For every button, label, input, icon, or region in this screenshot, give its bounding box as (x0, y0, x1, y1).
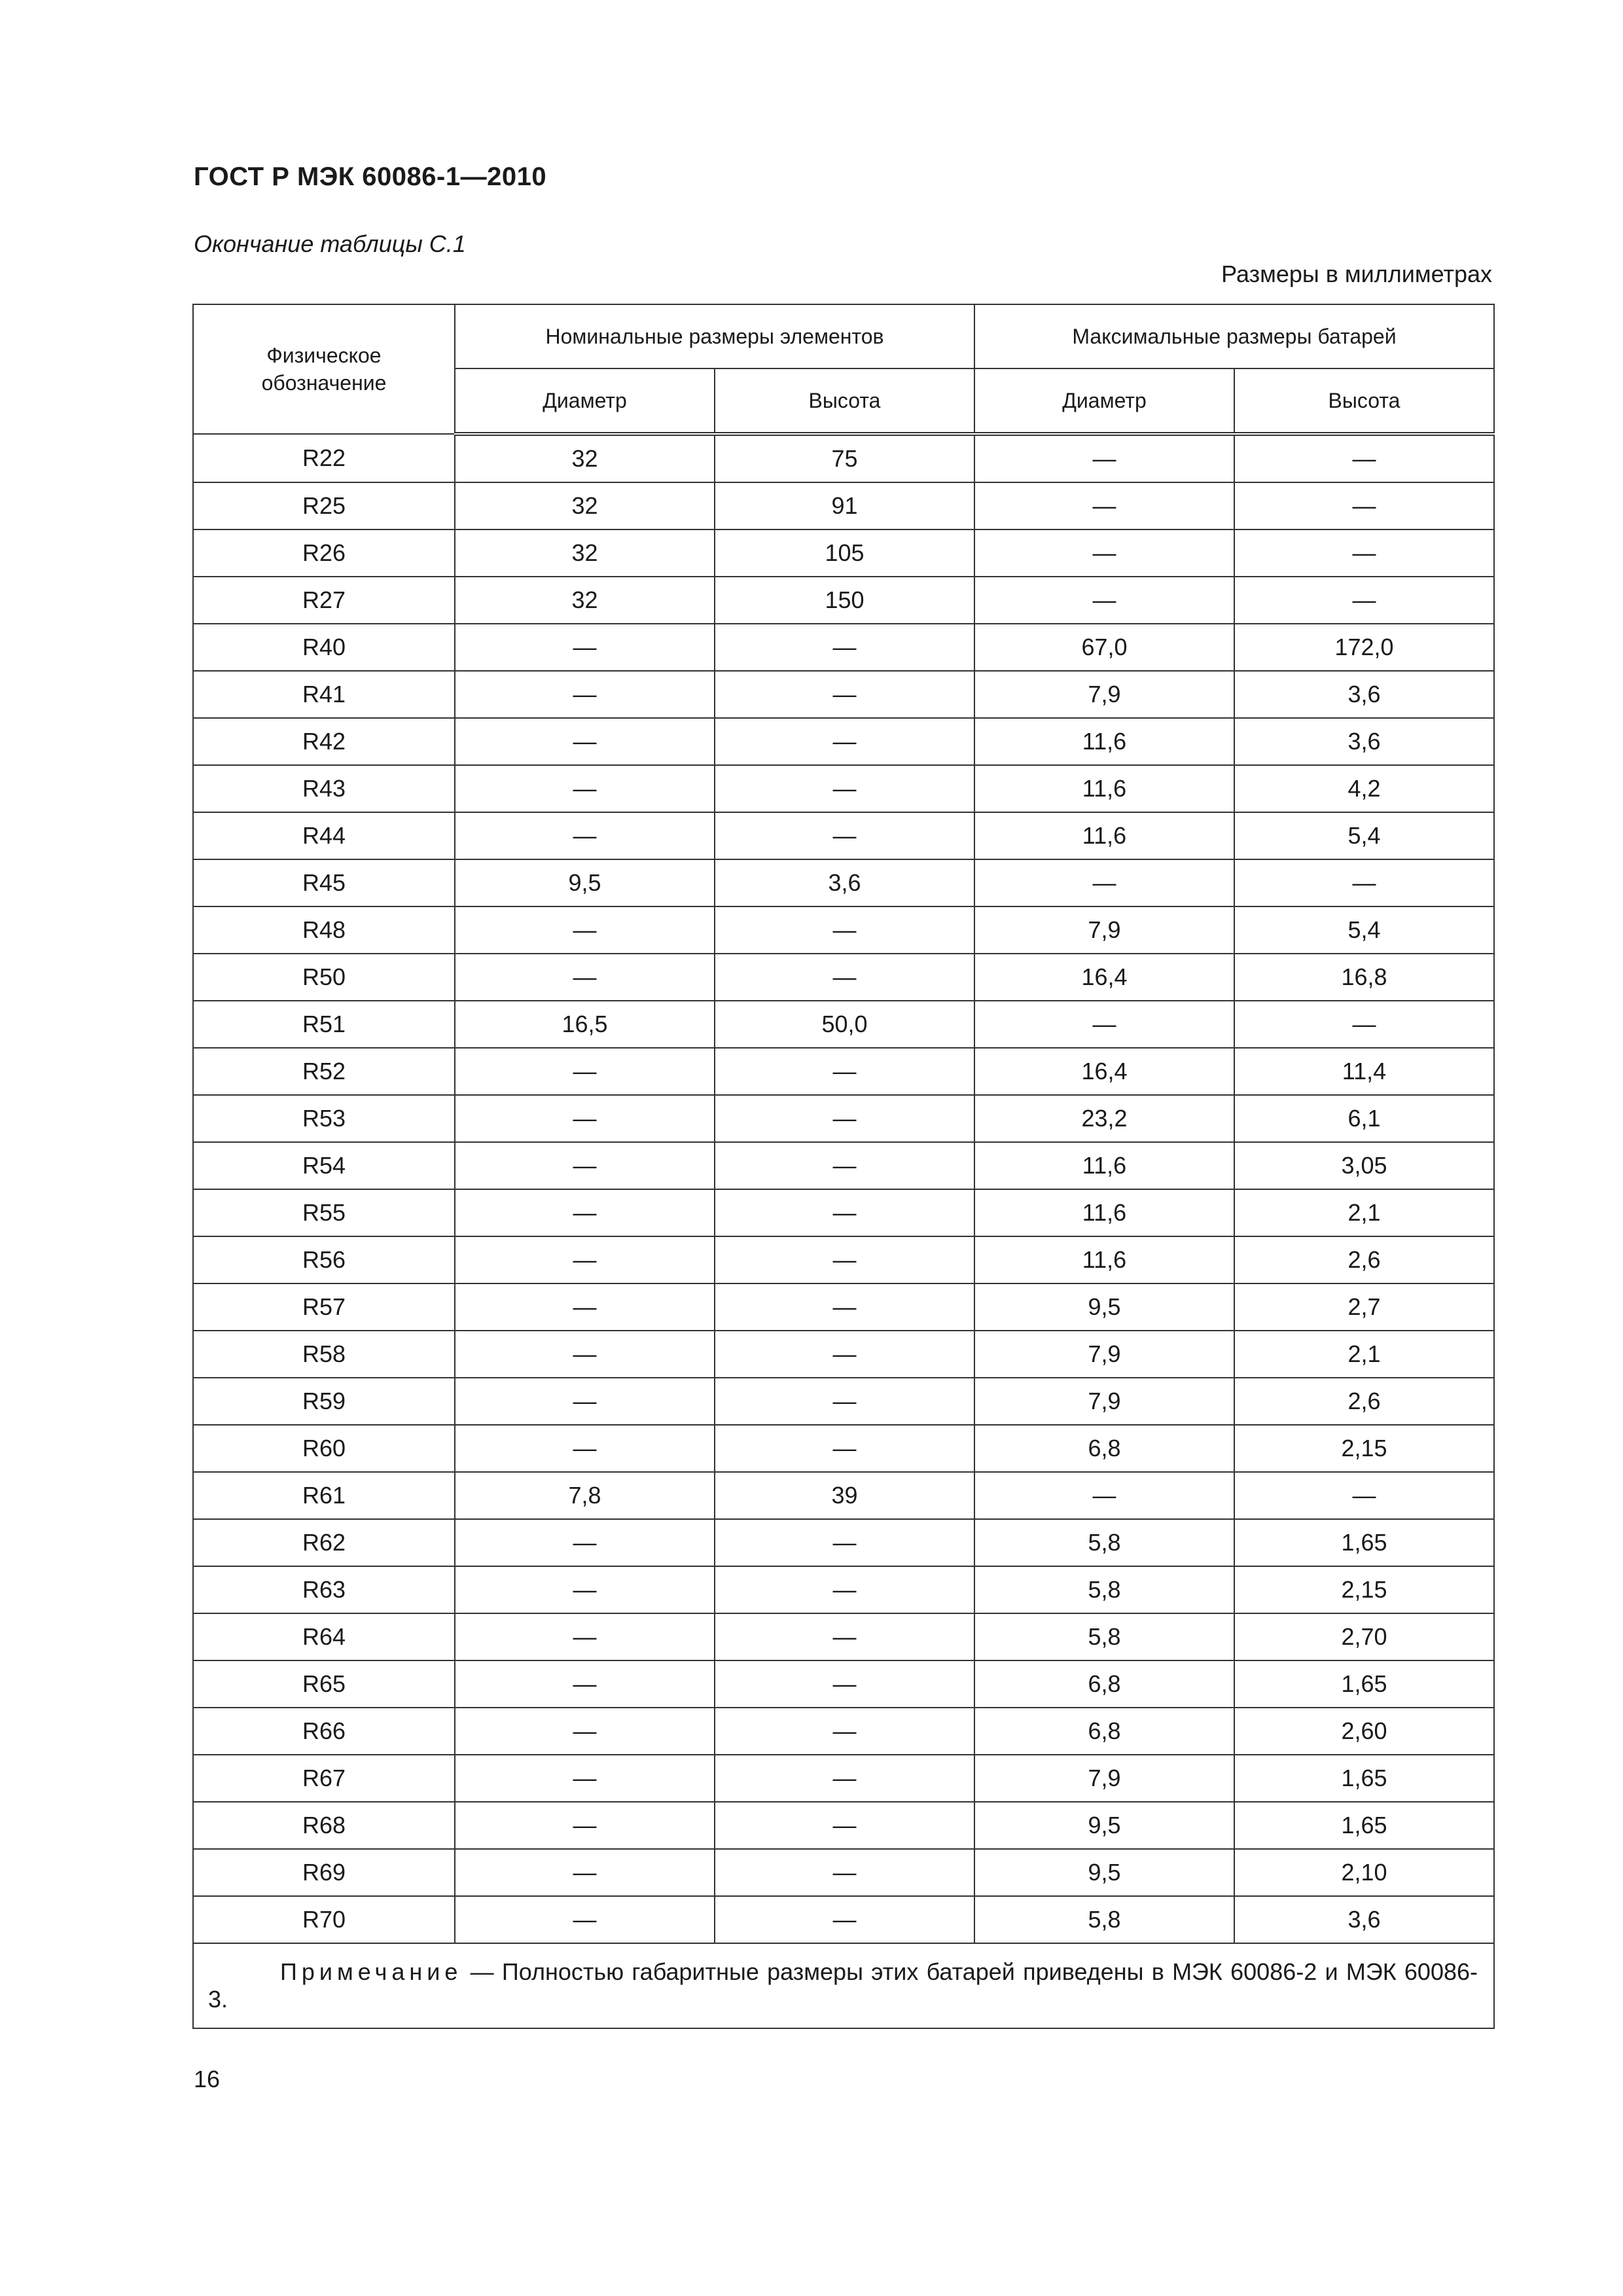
cell-nominal-diameter: — (455, 1142, 715, 1189)
cell-nominal-height: — (715, 906, 974, 954)
cell-max-height: — (1234, 434, 1494, 482)
cell-nominal-height: 39 (715, 1472, 974, 1519)
cell-max-diameter: — (974, 434, 1234, 482)
cell-nominal-diameter: — (455, 1378, 715, 1425)
cell-designation: R41 (193, 671, 455, 718)
cell-designation: R43 (193, 765, 455, 812)
table-row (193, 529, 1494, 577)
table-header-row (193, 304, 1494, 368)
cell-max-diameter: 6,8 (974, 1660, 1234, 1708)
cell-max-height: 2,6 (1234, 1236, 1494, 1283)
cell-max-height: 2,15 (1234, 1566, 1494, 1613)
cell-nominal-diameter: — (455, 1566, 715, 1613)
table-row (193, 765, 1494, 812)
cell-max-height: — (1234, 482, 1494, 529)
cell-nominal-diameter: — (455, 1095, 715, 1142)
header-max-group: Максимальные размеры батарей (974, 304, 1494, 368)
cell-nominal-diameter: — (455, 624, 715, 671)
cell-max-height: — (1234, 529, 1494, 577)
header-max-diameter: Диаметр (974, 368, 1234, 434)
table-row (193, 1378, 1494, 1425)
table-row (193, 1236, 1494, 1283)
cell-nominal-height: — (715, 1425, 974, 1472)
cell-nominal-diameter: — (455, 1236, 715, 1283)
cell-nominal-diameter: 9,5 (455, 859, 715, 906)
table-row (193, 624, 1494, 671)
cell-nominal-diameter: — (455, 671, 715, 718)
cell-max-height: 2,60 (1234, 1708, 1494, 1755)
cell-nominal-diameter: 32 (455, 577, 715, 624)
cell-max-height: 1,65 (1234, 1660, 1494, 1708)
table-row (193, 1519, 1494, 1566)
table-row (193, 1283, 1494, 1331)
cell-designation: R61 (193, 1472, 455, 1519)
cell-nominal-height: — (715, 1331, 974, 1378)
cell-max-height: 5,4 (1234, 906, 1494, 954)
table-row (193, 812, 1494, 859)
note-text: — Полностью габаритные размеры этих батарей приведены в МЭК 60086-2 и МЭК 60086-3. (208, 1958, 1478, 2013)
table-row (193, 1896, 1494, 1943)
cell-designation: R25 (193, 482, 455, 529)
cell-max-height: 172,0 (1234, 624, 1494, 671)
cell-max-height: 3,6 (1234, 718, 1494, 765)
cell-nominal-diameter: 16,5 (455, 1001, 715, 1048)
cell-max-height: 3,6 (1234, 671, 1494, 718)
cell-nominal-height: — (715, 1189, 974, 1236)
cell-max-height: 4,2 (1234, 765, 1494, 812)
cell-max-diameter: 11,6 (974, 1236, 1234, 1283)
cell-nominal-height: 105 (715, 529, 974, 577)
table-row (193, 577, 1494, 624)
cell-max-diameter: 5,8 (974, 1896, 1234, 1943)
units-label: Размеры в миллиметрах (1221, 260, 1492, 287)
cell-nominal-height: — (715, 1566, 974, 1613)
table-body (193, 434, 1494, 1943)
cell-max-diameter: 5,8 (974, 1566, 1234, 1613)
cell-nominal-diameter: — (455, 1425, 715, 1472)
cell-nominal-height: — (715, 1755, 974, 1802)
table-row (193, 671, 1494, 718)
cell-max-height: 2,10 (1234, 1849, 1494, 1896)
cell-designation: R67 (193, 1755, 455, 1802)
cell-designation: R70 (193, 1896, 455, 1943)
cell-nominal-height: 3,6 (715, 859, 974, 906)
cell-max-height: 1,65 (1234, 1802, 1494, 1849)
cell-designation: R55 (193, 1189, 455, 1236)
cell-max-height: 1,65 (1234, 1519, 1494, 1566)
cell-nominal-diameter: 7,8 (455, 1472, 715, 1519)
table-row (193, 1566, 1494, 1613)
table-row (193, 1189, 1494, 1236)
cell-nominal-height: — (715, 671, 974, 718)
table-row (193, 954, 1494, 1001)
cell-nominal-height: — (715, 765, 974, 812)
cell-designation: R66 (193, 1708, 455, 1755)
cell-nominal-height: — (715, 1802, 974, 1849)
cell-nominal-height: — (715, 1283, 974, 1331)
cell-nominal-height: — (715, 1048, 974, 1095)
cell-designation: R40 (193, 624, 455, 671)
table-row (193, 859, 1494, 906)
cell-designation: R26 (193, 529, 455, 577)
cell-max-height: 3,05 (1234, 1142, 1494, 1189)
cell-max-diameter: 9,5 (974, 1849, 1234, 1896)
table-row (193, 1095, 1494, 1142)
cell-designation: R50 (193, 954, 455, 1001)
table-row (193, 718, 1494, 765)
cell-max-height: — (1234, 577, 1494, 624)
cell-max-diameter: — (974, 529, 1234, 577)
table-row (193, 482, 1494, 529)
header-nominal-height: Высота (715, 368, 974, 434)
cell-max-diameter: 7,9 (974, 671, 1234, 718)
header-nominal-diameter: Диаметр (455, 368, 715, 434)
cell-max-height: 2,70 (1234, 1613, 1494, 1660)
cell-max-diameter: — (974, 1001, 1234, 1048)
cell-nominal-height: — (715, 1613, 974, 1660)
note-row (193, 1943, 1494, 2028)
table-row (193, 1142, 1494, 1189)
cell-nominal-diameter: — (455, 1849, 715, 1896)
cell-nominal-diameter: — (455, 1189, 715, 1236)
table-caption: Окончание таблицы С.1 (194, 230, 466, 257)
cell-designation: R57 (193, 1283, 455, 1331)
table-row (193, 906, 1494, 954)
cell-max-diameter: 7,9 (974, 1331, 1234, 1378)
cell-nominal-height: — (715, 1849, 974, 1896)
cell-nominal-diameter: — (455, 1896, 715, 1943)
cell-max-diameter: 7,9 (974, 1755, 1234, 1802)
note-label: Примечание (280, 1958, 463, 1985)
cell-nominal-height: 91 (715, 482, 974, 529)
cell-designation: R56 (193, 1236, 455, 1283)
cell-max-height: 2,6 (1234, 1378, 1494, 1425)
cell-nominal-diameter: — (455, 1660, 715, 1708)
page-number: 16 (194, 2066, 221, 2092)
cell-max-height: — (1234, 859, 1494, 906)
cell-designation: R53 (193, 1095, 455, 1142)
table-row (193, 1048, 1494, 1095)
cell-max-diameter: 9,5 (974, 1283, 1234, 1331)
cell-nominal-height: 75 (715, 434, 974, 482)
cell-max-diameter: — (974, 859, 1234, 906)
cell-nominal-diameter: 32 (455, 434, 715, 482)
cell-max-diameter: 6,8 (974, 1708, 1234, 1755)
cell-nominal-diameter: — (455, 1283, 715, 1331)
cell-nominal-height: — (715, 954, 974, 1001)
cell-nominal-diameter: — (455, 1755, 715, 1802)
cell-max-diameter: 7,9 (974, 906, 1234, 954)
cell-designation: R63 (193, 1566, 455, 1613)
cell-nominal-height: — (715, 1378, 974, 1425)
table-row (193, 1331, 1494, 1378)
table-row (193, 1613, 1494, 1660)
table-row (193, 1001, 1494, 1048)
cell-designation: R45 (193, 859, 455, 906)
cell-max-diameter: 7,9 (974, 1378, 1234, 1425)
cell-max-diameter: 6,8 (974, 1425, 1234, 1472)
cell-nominal-height: — (715, 1660, 974, 1708)
header-nominal-group: Номинальные размеры элементов (455, 304, 974, 368)
cell-nominal-height: 50,0 (715, 1001, 974, 1048)
cell-max-diameter: 23,2 (974, 1095, 1234, 1142)
cell-max-diameter: 16,4 (974, 954, 1234, 1001)
table-row (193, 1849, 1494, 1896)
cell-designation: R64 (193, 1613, 455, 1660)
cell-nominal-diameter: — (455, 1613, 715, 1660)
cell-nominal-height: — (715, 718, 974, 765)
cell-nominal-diameter: — (455, 1519, 715, 1566)
header-max-height: Высота (1234, 368, 1494, 434)
cell-nominal-height: — (715, 1095, 974, 1142)
cell-nominal-height: — (715, 1236, 974, 1283)
cell-designation: R51 (193, 1001, 455, 1048)
cell-designation: R42 (193, 718, 455, 765)
cell-max-height: — (1234, 1001, 1494, 1048)
cell-max-diameter: 5,8 (974, 1519, 1234, 1566)
cell-max-diameter: 11,6 (974, 1189, 1234, 1236)
cell-designation: R58 (193, 1331, 455, 1378)
cell-nominal-diameter: 32 (455, 529, 715, 577)
cell-nominal-diameter: — (455, 954, 715, 1001)
cell-max-diameter: 11,6 (974, 1142, 1234, 1189)
cell-max-diameter: 16,4 (974, 1048, 1234, 1095)
cell-max-diameter: 11,6 (974, 718, 1234, 765)
cell-nominal-height: — (715, 1896, 974, 1943)
cell-max-height: 2,15 (1234, 1425, 1494, 1472)
table-row (193, 1802, 1494, 1849)
cell-nominal-height: — (715, 1142, 974, 1189)
table-row (193, 1708, 1494, 1755)
cell-max-diameter: 11,6 (974, 812, 1234, 859)
cell-designation: R22 (193, 434, 455, 482)
cell-max-diameter: 9,5 (974, 1802, 1234, 1849)
cell-max-height: 11,4 (1234, 1048, 1494, 1095)
cell-designation: R69 (193, 1849, 455, 1896)
cell-max-height: 6,1 (1234, 1095, 1494, 1142)
cell-nominal-height: 150 (715, 577, 974, 624)
cell-max-diameter: — (974, 1472, 1234, 1519)
cell-max-diameter: — (974, 482, 1234, 529)
cell-designation: R44 (193, 812, 455, 859)
cell-designation: R68 (193, 1802, 455, 1849)
cell-nominal-height: — (715, 624, 974, 671)
dimensions-table (192, 304, 1495, 2029)
cell-designation: R62 (193, 1519, 455, 1566)
cell-nominal-diameter: — (455, 1802, 715, 1849)
cell-designation: R27 (193, 577, 455, 624)
cell-max-height: 3,6 (1234, 1896, 1494, 1943)
cell-designation: R59 (193, 1378, 455, 1425)
table-row (193, 1425, 1494, 1472)
header-physical-designation: Физическое обозначение (193, 304, 455, 434)
cell-designation: R48 (193, 906, 455, 954)
table-row (193, 1472, 1494, 1519)
cell-nominal-height: — (715, 812, 974, 859)
cell-nominal-diameter: — (455, 812, 715, 859)
cell-nominal-diameter: — (455, 1708, 715, 1755)
cell-nominal-diameter: — (455, 718, 715, 765)
cell-max-diameter: 67,0 (974, 624, 1234, 671)
cell-nominal-diameter: 32 (455, 482, 715, 529)
cell-max-height: 2,1 (1234, 1331, 1494, 1378)
cell-designation: R65 (193, 1660, 455, 1708)
cell-nominal-diameter: — (455, 765, 715, 812)
cell-max-height: 2,7 (1234, 1283, 1494, 1331)
cell-nominal-diameter: — (455, 906, 715, 954)
cell-max-height: — (1234, 1472, 1494, 1519)
cell-designation: R52 (193, 1048, 455, 1095)
cell-nominal-diameter: — (455, 1048, 715, 1095)
cell-max-height: 1,65 (1234, 1755, 1494, 1802)
cell-max-diameter: 5,8 (974, 1613, 1234, 1660)
cell-max-diameter: — (974, 577, 1234, 624)
cell-max-height: 5,4 (1234, 812, 1494, 859)
table-row (193, 1660, 1494, 1708)
cell-nominal-height: — (715, 1519, 974, 1566)
cell-nominal-height: — (715, 1708, 974, 1755)
cell-max-height: 16,8 (1234, 954, 1494, 1001)
document-code: ГОСТ Р МЭК 60086-1—2010 (194, 162, 547, 191)
table-note (193, 1943, 1494, 2028)
cell-designation: R54 (193, 1142, 455, 1189)
cell-designation: R60 (193, 1425, 455, 1472)
cell-nominal-diameter: — (455, 1331, 715, 1378)
table-row (193, 1755, 1494, 1802)
cell-max-height: 2,1 (1234, 1189, 1494, 1236)
cell-max-diameter: 11,6 (974, 765, 1234, 812)
table-row (193, 434, 1494, 482)
